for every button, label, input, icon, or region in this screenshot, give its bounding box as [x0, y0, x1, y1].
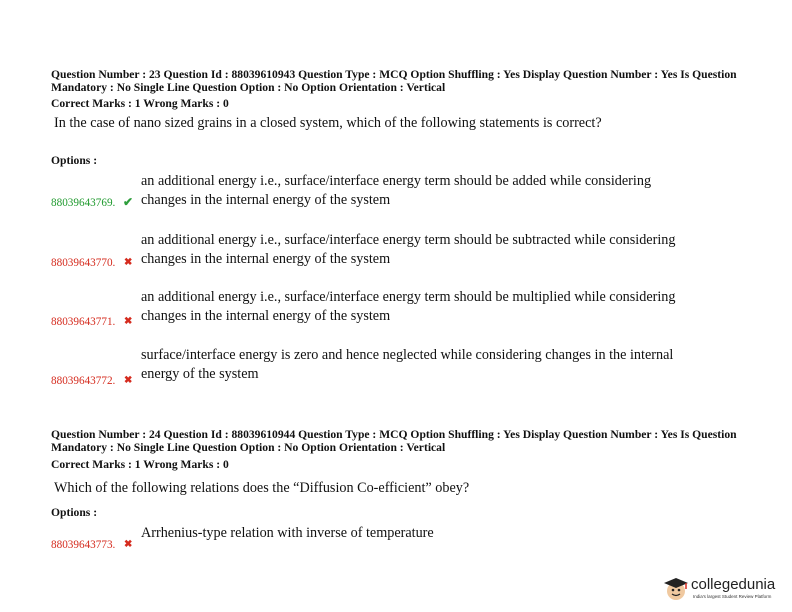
option-id: 88039643770. — [51, 257, 116, 269]
option-id: 88039643772. — [51, 375, 116, 387]
options-label: Options : — [51, 154, 98, 167]
cross-icon: ✖ — [124, 539, 133, 550]
option-text: surface/interface energy is zero and hence neglected while considering changes in the internal energy of the system — [141, 347, 674, 382]
logo-name: collegedunia — [691, 576, 776, 593]
question-meta: Question Number : 24 Question Id : 88039610944 Question Type : MCQ Option Shuffling : Yes Display Question Number : Yes Is Question Mandatory : No Single Line Question Option : No Option Orientation : Vertical — [51, 428, 737, 454]
option-id: 88039643769. — [51, 197, 116, 209]
cross-icon: ✖ — [124, 257, 133, 268]
option-text: an additional energy i.e., surface/interface energy term should be added while considering changes in the internal energy of the system — [141, 173, 652, 208]
marks-info: Correct Marks : 1 Wrong Marks : 0 — [51, 458, 229, 471]
option-id: 88039643771. — [51, 316, 116, 328]
cross-icon: ✖ — [124, 375, 133, 386]
option-id: 88039643773. — [51, 539, 116, 551]
logo-tagline: India's largest Student Review Platform — [693, 594, 772, 599]
question-text: In the case of nano sized grains in a closed system, which of the following statements is correct? — [54, 115, 602, 131]
cross-icon: ✖ — [124, 316, 133, 327]
graduation-cap-icon — [662, 575, 690, 603]
question-text: Which of the following relations does the “Diffusion Co-efficient” obey? — [54, 480, 470, 496]
option-text: Arrhenius-type relation with inverse of temperature — [141, 525, 434, 541]
options-label: Options : — [51, 506, 98, 519]
collegedunia-logo — [662, 575, 786, 605]
option-text: an additional energy i.e., surface/interface energy term should be multiplied while considering changes in the internal energy of the system — [141, 289, 676, 324]
question-meta: Question Number : 23 Question Id : 88039610943 Question Type : MCQ Option Shuffling : Yes Display Question Number : Yes Is Question Mandatory : No Single Line Question Option : No Option Orientation : Vertical — [51, 68, 737, 94]
marks-info: Correct Marks : 1 Wrong Marks : 0 — [51, 97, 229, 110]
option-text: an additional energy i.e., surface/interface energy term should be subtracted while considering changes in the internal energy of the system — [141, 232, 676, 267]
checkmark-icon: ✔ — [123, 195, 134, 209]
